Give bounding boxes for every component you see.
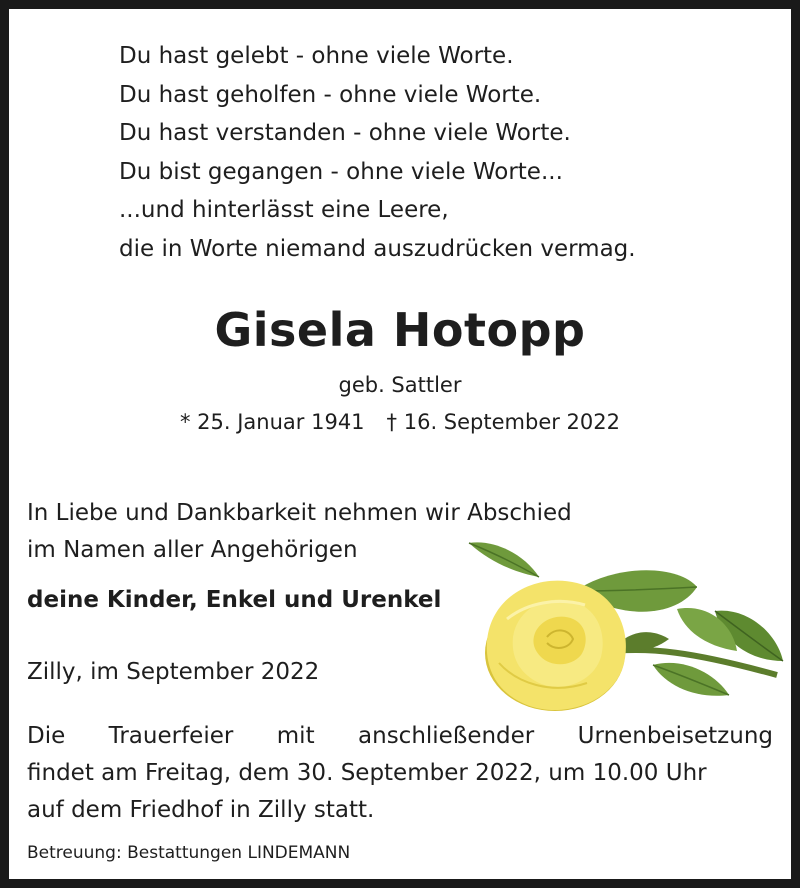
ceremony-line-2: findet am Freitag, dem 30. September 2022, um 10.00 Uhr [27,760,707,786]
ceremony-info [27,718,773,829]
poem-line-3: Du hast verstanden - ohne viele Worte. [119,120,571,146]
poem-line-5: ...und hinterlässt eine Leere, [119,197,449,223]
death-date: † 16. September 2022 [386,410,620,434]
ceremony-line-3: auf dem Friedhof in Zilly statt. [27,797,375,823]
birth-name: geb. Sattler [338,373,462,397]
family-signature: deine Kinder, Enkel und Urenkel [27,587,442,613]
farewell-line-2: im Namen aller Angehörigen [27,537,358,563]
poem-line-4: Du bist gegangen - ohne viele Worte... [119,158,563,185]
ceremony-line-1: Die Trauerfeier mit anschließender Urnenbeisetzung [27,723,773,749]
birth-date: * 25. Januar 1941 [179,410,365,434]
funeral-home-credit: Betreuung: Bestattungen LINDEMANN [27,843,351,863]
yellow-rose-image [447,533,787,723]
poem [119,37,636,268]
deceased-name: Gisela Hotopp [214,303,586,357]
poem-line-1: Du hast gelebt - ohne viele Worte. [119,43,514,69]
poem-line-2: Du hast geholfen - ohne viele Worte. [119,81,542,108]
farewell-line-1: In Liebe und Dankbarkeit nehmen wir Abschied [27,500,572,526]
life-dates [9,407,791,437]
place-date: Zilly, im September 2022 [27,659,320,685]
poem-line-6: die in Worte niemand auszudrücken vermag. [119,235,636,262]
